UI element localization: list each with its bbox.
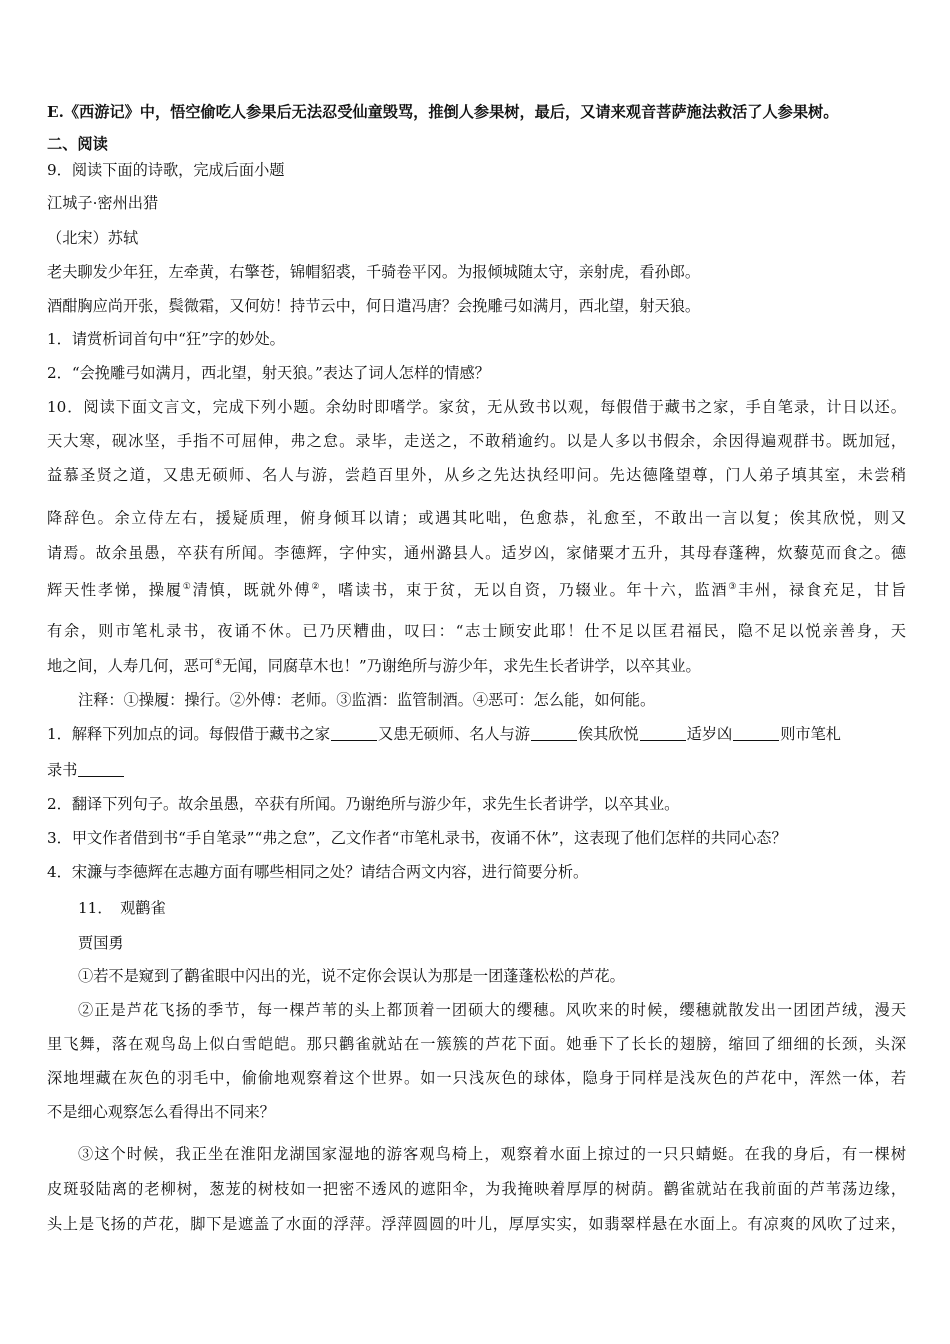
- q-text: 又患无硕师、名人与游: [378, 725, 530, 743]
- passage-line: [47, 656, 906, 676]
- question-9: 9．阅读下面的诗歌，完成后面小题: [47, 161, 285, 179]
- essay-paragraph-1: ①若不是窥到了鹳雀眼中闪出的光，说不定你会误认为那是一团蓬蓬松松的芦花。: [78, 967, 625, 985]
- q-text: 适岁凶: [686, 725, 733, 743]
- essay-line: 深地埋藏在灰色的羽毛中，偷偷地观察着这个世界。如一只浅灰色的球体，隐身于同样是浅灰色的芦花中，浑然一体，若: [47, 1069, 906, 1087]
- passage-line: [47, 580, 906, 600]
- note-marker: ①: [182, 582, 193, 592]
- essay-line: 里飞舞，落在观鸟岛上似白雪皑皑。那只鹳雀就站在一簇簇的芦花下面。她垂下了长长的翅膀，缩回了细细的长颈，头深: [47, 1035, 906, 1053]
- section-heading-reading: 二、阅读: [47, 135, 108, 153]
- passage-line: 有余，则市笔札录书，夜诵不休。已乃厌糟曲，叹曰：“志士顾安此耶！仕不足以匡君福民，隐不足以悦亲善身，天: [47, 622, 906, 640]
- q-text: 1．解释下列加点的词。每假借于藏书之家: [47, 725, 331, 743]
- note-marker: ③: [728, 582, 739, 592]
- passage-text: 清慎，既就外傅: [192, 581, 312, 599]
- answer-blank[interactable]: [331, 726, 377, 741]
- question-10-4: 4．宋濂与李德辉在志趣方面有哪些相同之处？请结合两文内容，进行简要分析。: [47, 863, 589, 881]
- essay-author: 贾国勇: [78, 934, 124, 952]
- passage-text: 丰州，禄食充足，甘旨: [738, 581, 906, 599]
- essay-line: 头上是飞扬的芦花，脚下是遮盖了水面的浮萍。浮萍圆圆的叶儿，厚厚实实，如翡翠样悬在水面上。有凉爽的风吹了过来，: [47, 1215, 906, 1233]
- answer-blank[interactable]: [78, 762, 124, 777]
- passage-text: 辉天性孝悌，操履: [47, 581, 183, 599]
- question-10-1: [47, 724, 906, 744]
- answer-blank[interactable]: [640, 726, 686, 741]
- question-9-2: 2．“会挽雕弓如满月，西北望，射天狼。”表达了词人怎样的情感？: [47, 364, 490, 382]
- essay-line: 不是细心观察怎么看得出不同来？: [47, 1103, 275, 1121]
- poem-author: （北宋）苏轼: [47, 229, 139, 247]
- poem-line-2: 酒酣胸应尚开张，鬓微霜，又何妨！持节云中，何日遣冯唐？会挽雕弓如满月，西北望，射天狼。: [47, 297, 701, 315]
- essay-line: 皮斑驳陆离的老柳树，葱茏的树枝如一把密不透风的遮阳伞，为我掩映着厚厚的树荫。鹳雀就站在我前面的芦苇荡边缘，: [47, 1180, 906, 1198]
- q-text: 俟其欣悦: [577, 725, 639, 743]
- passage-line: 10．阅读下面文言文，完成下列小题。余幼时即嗜学。家贫，无从致书以观，每假借于藏书之家，手自笔录，计日以还。: [47, 398, 906, 416]
- passage-line: 请焉。故余虽愚，卒获有所闻。李德辉，字仲实，通州潞县人。适岁凶，家储粟才五升，其母春蓬稗，炊藜苋而食之。德: [47, 544, 906, 562]
- q-text: 录书: [47, 761, 78, 779]
- question-11-title: 11． 观鹳雀: [78, 899, 166, 917]
- question-10-1-cont: [47, 760, 906, 780]
- passage-line: 益慕圣贤之道，又患无硕师、名人与游，尝趋百里外，从乡之先达执经叩问。先达德隆望尊，门人弟子填其室，未尝稍: [47, 466, 906, 484]
- poem-title: 江城子·密州出猎: [47, 194, 159, 212]
- annotations: 注释：①操履：操行。②外傅：老师。③监酒：监管制酒。④恶可：怎么能，如何能。: [78, 691, 656, 709]
- passage-line: 天大寒，砚冰坚，手指不可屈伸，弗之怠。录毕，走送之，不敢稍逾约。以是人多以书假余，余因得遍观群书。既加冠，: [47, 432, 906, 450]
- question-10-3: 3．甲文作者借到书“手自笔录”“弗之怠”，乙文作者“市笔札录书，夜诵不休”，这表现了他们怎样的共同心态？: [47, 829, 787, 847]
- answer-blank[interactable]: [733, 726, 779, 741]
- essay-line: ③这个时候，我正坐在淮阳龙湖国家湿地的游客观鸟椅上，观察着水面上掠过的一只只蜻蜓。在我的身后，有一棵树: [78, 1145, 906, 1163]
- passage-text: 地之间，人寿几何，恶可: [47, 657, 215, 675]
- option-e: E.《西游记》中，悟空偷吃人参果后无法忍受仙童毁骂，推倒人参果树，最后，又请来观音菩萨施法救活了人参果树。: [47, 103, 839, 121]
- question-10-2: 2．翻译下列句子。故余虽愚，卒获有所闻。乃谢绝所与游少年，求先生长者讲学，以卒其业。: [47, 795, 680, 813]
- q-text: 则市笔札: [780, 725, 841, 743]
- poem-line-1: 老夫聊发少年狂，左牵黄，右擎苍，锦帽貂裘，千骑卷平冈。为报倾城随太守，亲射虎，看孙郎。: [47, 263, 701, 281]
- note-marker: ②: [311, 582, 322, 592]
- passage-line: 降辞色。余立侍左右，援疑质理，俯身倾耳以请；或遇其叱咄，色愈恭，礼愈至，不敢出一言以复；俟其欣悦，则又: [47, 509, 906, 527]
- question-9-1: 1．请赏析词首句中“狂”字的妙处。: [47, 330, 285, 348]
- passage-text: ，嗜读书，束于贫，无以自资，乃辍业。年十六，监酒: [321, 581, 729, 599]
- answer-blank[interactable]: [531, 726, 577, 741]
- essay-line: ②正是芦花飞扬的季节，每一棵芦苇的头上都顶着一团硕大的缨穗。风吹来的时候，缨穗就散发出一团团芦绒，漫天: [78, 1001, 906, 1019]
- passage-text: 无闻，同腐草木也！”乃谢绝所与游少年，求先生长者讲学，以卒其业。: [222, 657, 701, 675]
- note-marker: ④: [214, 658, 223, 668]
